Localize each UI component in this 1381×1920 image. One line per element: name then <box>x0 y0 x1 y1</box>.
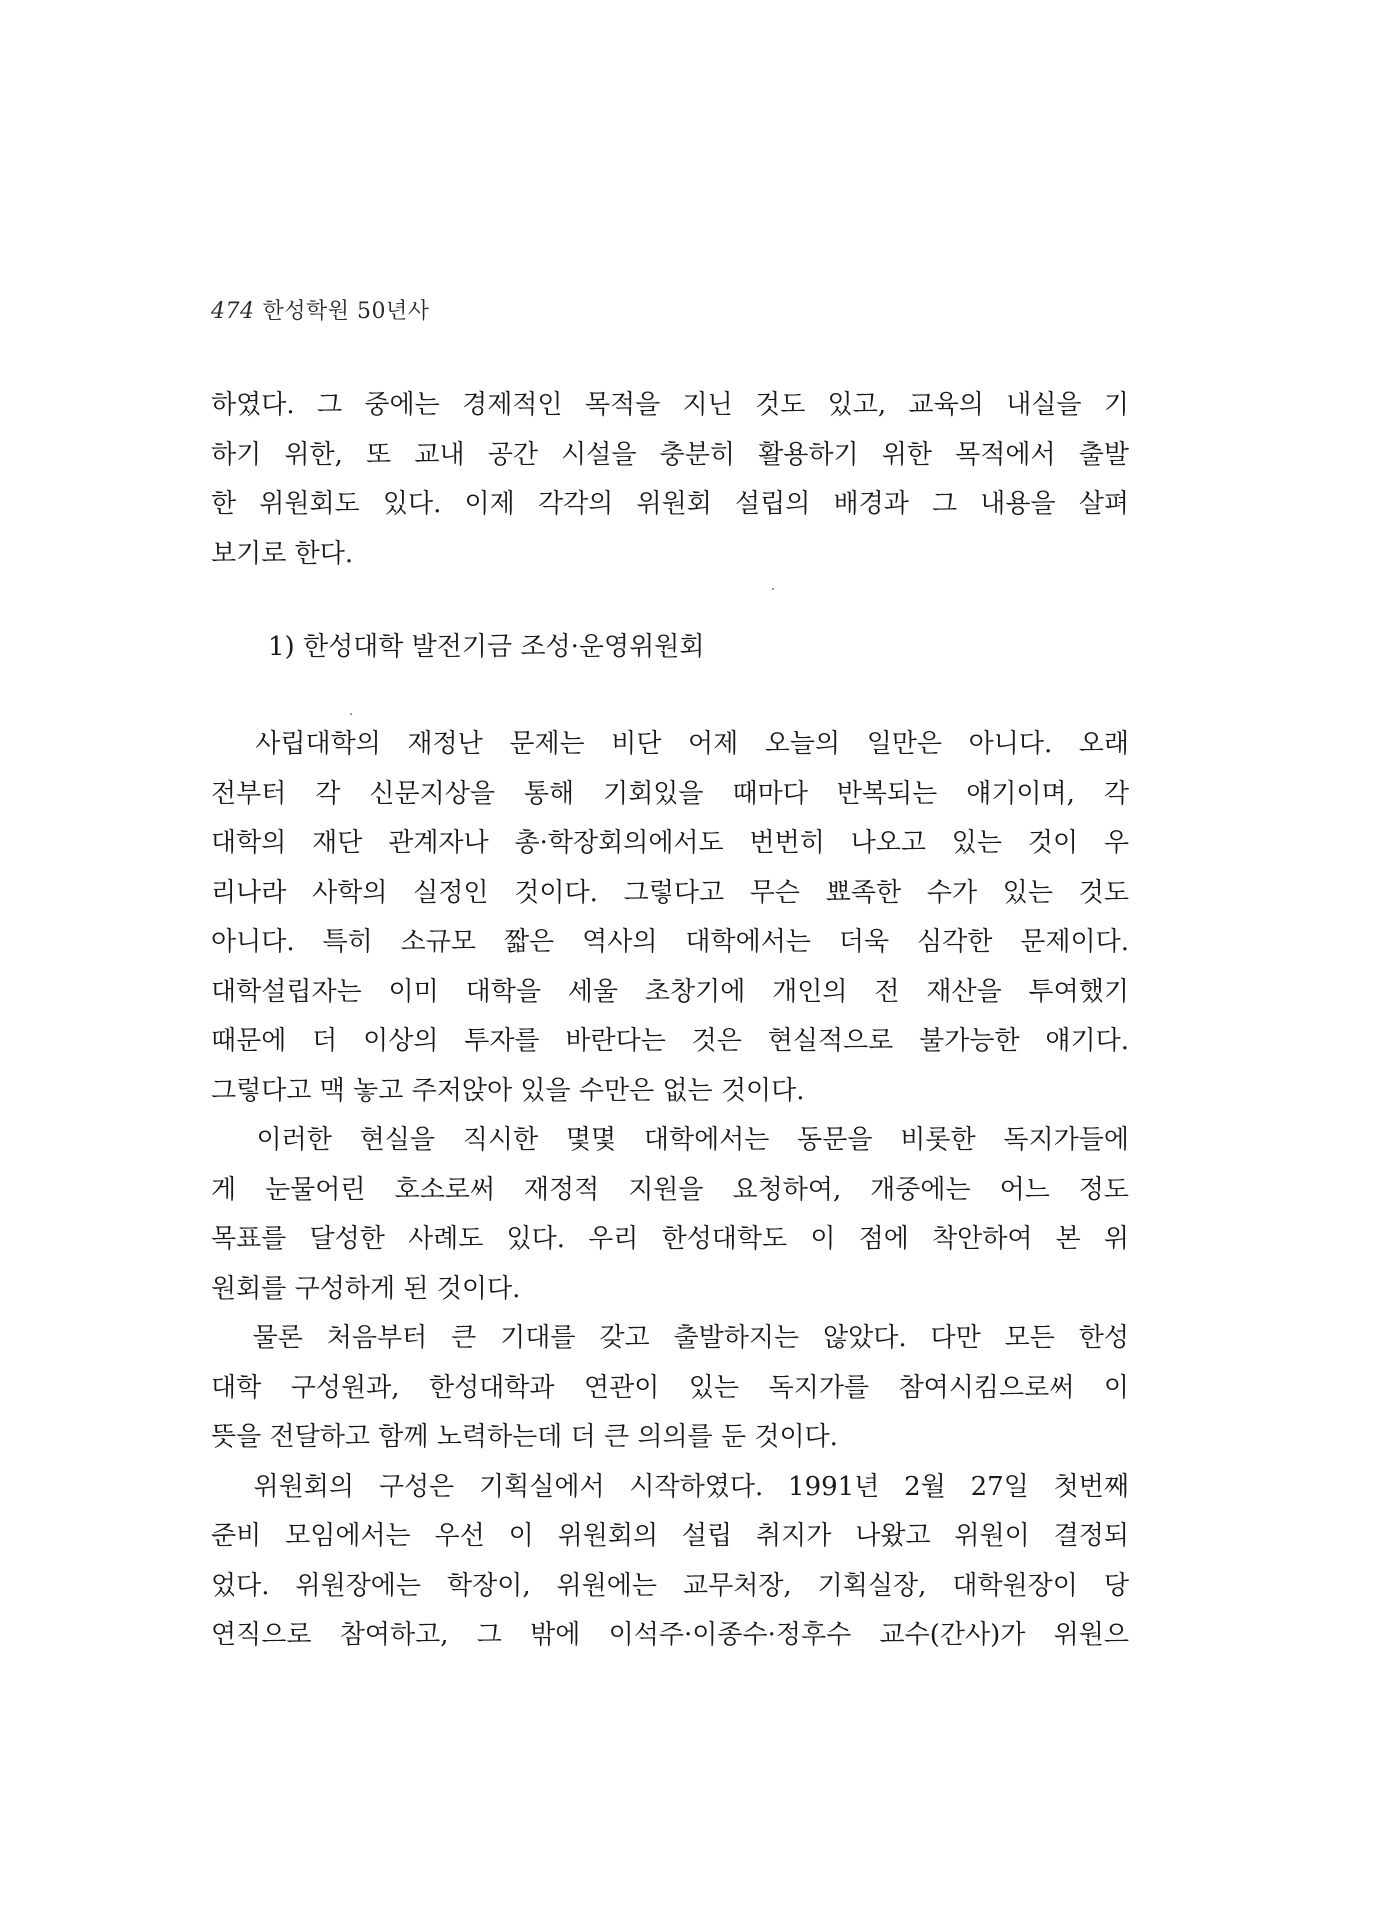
text-line: 때문에 더 이상의 투자를 바란다는 것은 현실적으로 불가능한 얘기다. <box>211 1026 1129 1056</box>
text-line: 사립대학의 재정난 문제는 비단 어제 오늘의 일만은 아니다. 오래 <box>211 729 1129 759</box>
text-line: 대학의 재단 관계자나 총·학장회의에서도 번번히 나오고 있는 것이 우 <box>211 828 1129 858</box>
text-line: 그렇다고 맥 놓고 주저앉아 있을 수만은 없는 것이다. <box>211 1075 805 1106</box>
text-line: 한 위원회도 있다. 이제 각각의 위원회 설립의 배경과 그 내용을 살펴 <box>211 489 1129 519</box>
text-line: 연직으로 참여하고, 그 밖에 이석주·이종수·정후수 교수(간사)가 위원으 <box>211 1620 1129 1650</box>
scan-speck <box>772 588 774 590</box>
text-line: 아니다. 특히 소규모 짧은 역사의 대학에서는 더욱 심각한 문제이다. <box>211 927 1129 957</box>
text-line: 리나라 사학의 실정인 것이다. 그렇다고 무슨 뾰족한 수가 있는 것도 <box>211 877 1129 908</box>
text-line: 대학설립자는 이미 대학을 세울 초창기에 개인의 전 재산을 투여했기 <box>211 976 1129 1007</box>
page-number: 474 <box>211 299 255 324</box>
text-line: 이러한 현실을 직시한 몇몇 대학에서는 동문을 비롯한 독지가들에 <box>211 1125 1129 1155</box>
text-line: 물론 처음부터 큰 기대를 갖고 출발하지는 않았다. 다만 모든 한성 <box>211 1323 1129 1353</box>
text-line: 위원회의 구성은 기획실에서 시작하였다. 1991년 2월 27일 첫번째 <box>211 1471 1129 1502</box>
text-line: 준비 모임에서는 우선 이 위원회의 설립 취지가 나왔고 위원이 결정되 <box>211 1521 1129 1551</box>
text-line: 목표를 달성한 사례도 있다. 우리 한성대학도 이 점에 착안하여 본 위 <box>211 1224 1129 1254</box>
text-line: 었다. 위원장에는 학장이, 위원에는 교무처장, 기획실장, 대학원장이 당 <box>211 1570 1129 1601</box>
text-line: 하였다. 그 중에는 경제적인 목적을 지닌 것도 있고, 교육의 내실을 기 <box>211 390 1129 420</box>
text-line: 보기로 한다. <box>211 538 354 569</box>
running-head <box>211 294 430 325</box>
text-line: 하기 위한, 또 교내 공간 시설을 충분히 활용하기 위한 목적에서 출발 <box>211 439 1129 470</box>
text-line: 원회를 구성하게 된 것이다. <box>211 1273 521 1304</box>
book-title: 한성학원 50년사 <box>262 299 430 324</box>
intro-paragraph <box>211 381 1129 579</box>
text-line: 뜻을 전달하고 함께 노력하는데 더 큰 의의를 둔 것이다. <box>211 1422 838 1452</box>
section-heading: 1) 한성대학 발전기금 조성·운영위원회 <box>268 632 705 662</box>
scan-speck <box>350 713 352 715</box>
section-body <box>211 720 1129 1661</box>
text-line: 전부터 각 신문지상을 통해 기회있을 때마다 반복되는 얘기이며, 각 <box>211 778 1129 809</box>
text-line: 게 눈물어린 호소로써 재정적 지원을 요청하여, 개중에는 어느 정도 <box>211 1174 1129 1205</box>
text-line: 대학 구성원과, 한성대학과 연관이 있는 독지가를 참여시킴으로써 이 <box>211 1372 1129 1403</box>
